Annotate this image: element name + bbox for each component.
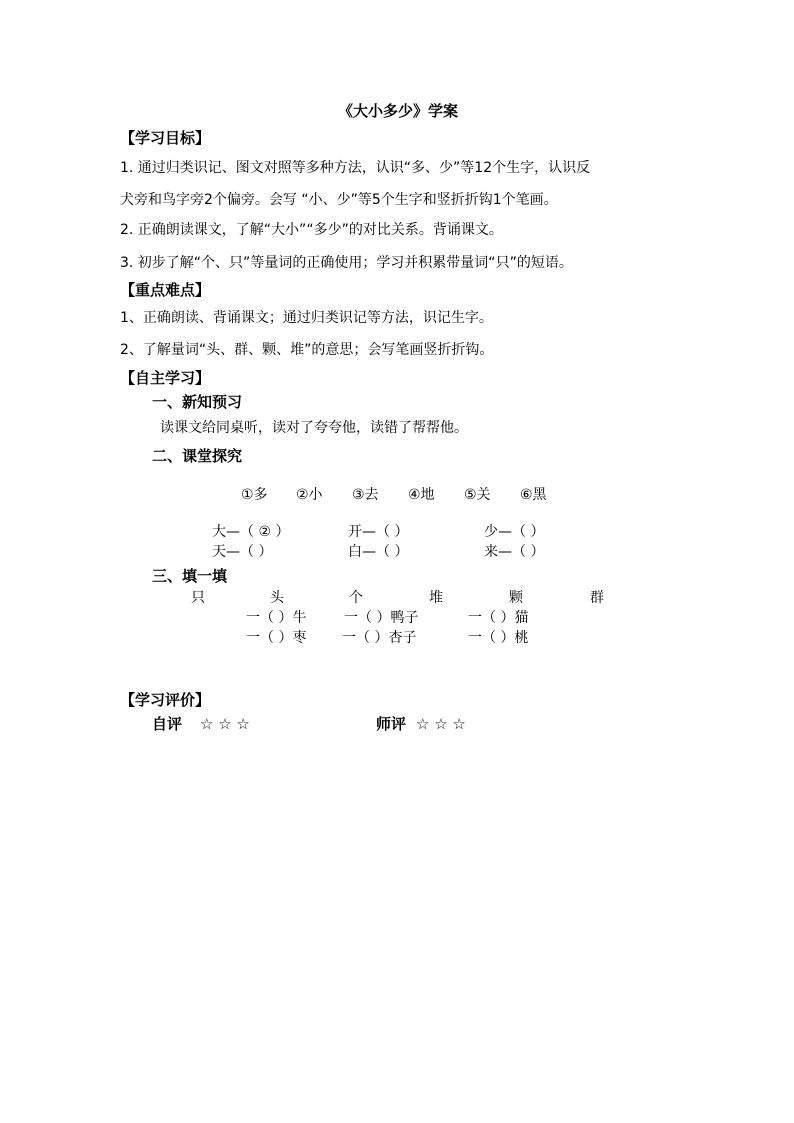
pair-item: 天—（ ） bbox=[212, 544, 273, 560]
part2-title: 二、课堂探究 bbox=[152, 447, 243, 465]
measure-word: 颗 bbox=[509, 590, 523, 606]
goal-item: 犬旁和鸟字旁2个偏旁。会写 “小、少”等5个生字和竖折折钩1个笔画。 bbox=[120, 192, 558, 208]
measure-word: 个 bbox=[349, 590, 363, 606]
fill-item: 一（ ）猫 bbox=[468, 610, 529, 626]
pair-item: 来—（ ） bbox=[484, 544, 545, 560]
measure-word: 只 bbox=[191, 590, 205, 606]
section-header-evaluation: 【学习评价】 bbox=[120, 691, 211, 709]
fill-item: 一（ ）杏子 bbox=[342, 630, 417, 646]
teacher-eval-label: 师评 bbox=[376, 715, 407, 733]
section-header-self-study: 【自主学习】 bbox=[120, 369, 211, 387]
pair-item: 少—（ ） bbox=[484, 524, 545, 540]
option-item: ③去 bbox=[352, 487, 379, 503]
key-point-item: 2、了解量词“头、群、颗、堆”的意思；会写笔画竖折折钩。 bbox=[120, 342, 494, 358]
section-header-key-points: 【重点难点】 bbox=[120, 281, 211, 299]
measure-word: 堆 bbox=[429, 590, 443, 606]
option-item: ⑤关 bbox=[464, 487, 491, 503]
measure-word: 群 bbox=[590, 590, 604, 606]
fill-item: 一（ ）桃 bbox=[468, 630, 529, 646]
fill-item: 一（ ）鸭子 bbox=[344, 610, 419, 626]
option-item: ⑥黑 bbox=[520, 487, 547, 503]
key-point-item: 1、正确朗读、背诵课文；通过归类识记等方法，识记生字。 bbox=[120, 310, 493, 326]
pair-item: 白—（ ） bbox=[348, 544, 409, 560]
part1-title: 一、新知预习 bbox=[152, 393, 243, 411]
page-title: 《大小多少》学案 bbox=[338, 102, 459, 120]
part1-text: 读课文给同桌听，读对了夸夸他，读错了帮帮他。 bbox=[160, 420, 468, 436]
section-header-goals: 【学习目标】 bbox=[120, 129, 211, 147]
goal-item: 3. 初步了解“个、只”等量词的正确使用；学习并积累带量词“只”的短语。 bbox=[120, 255, 573, 271]
fill-item: 一（ ）牛 bbox=[246, 610, 307, 626]
measure-word: 头 bbox=[270, 590, 284, 606]
pair-item: 大—（ ② ） bbox=[212, 524, 290, 540]
option-item: ④地 bbox=[408, 487, 435, 503]
part3-title: 三、填一填 bbox=[152, 567, 228, 585]
goal-item: 1. 通过归类识记、图文对照等多种方法，认识“多、少”等12个生字，认识反 bbox=[120, 160, 591, 176]
fill-item: 一（ ）枣 bbox=[246, 630, 307, 646]
pair-item: 开—（ ） bbox=[348, 524, 409, 540]
self-eval-label: 自评 bbox=[152, 715, 183, 733]
teacher-eval-stars[interactable]: ☆ ☆ ☆ bbox=[416, 715, 466, 733]
option-item: ①多 bbox=[241, 487, 268, 503]
self-eval-stars[interactable]: ☆ ☆ ☆ bbox=[200, 715, 250, 733]
option-item: ②小 bbox=[296, 487, 323, 503]
goal-item: 2. 正确朗读课文，了解“大小”“多少”的对比关系。背诵课文。 bbox=[120, 222, 503, 238]
